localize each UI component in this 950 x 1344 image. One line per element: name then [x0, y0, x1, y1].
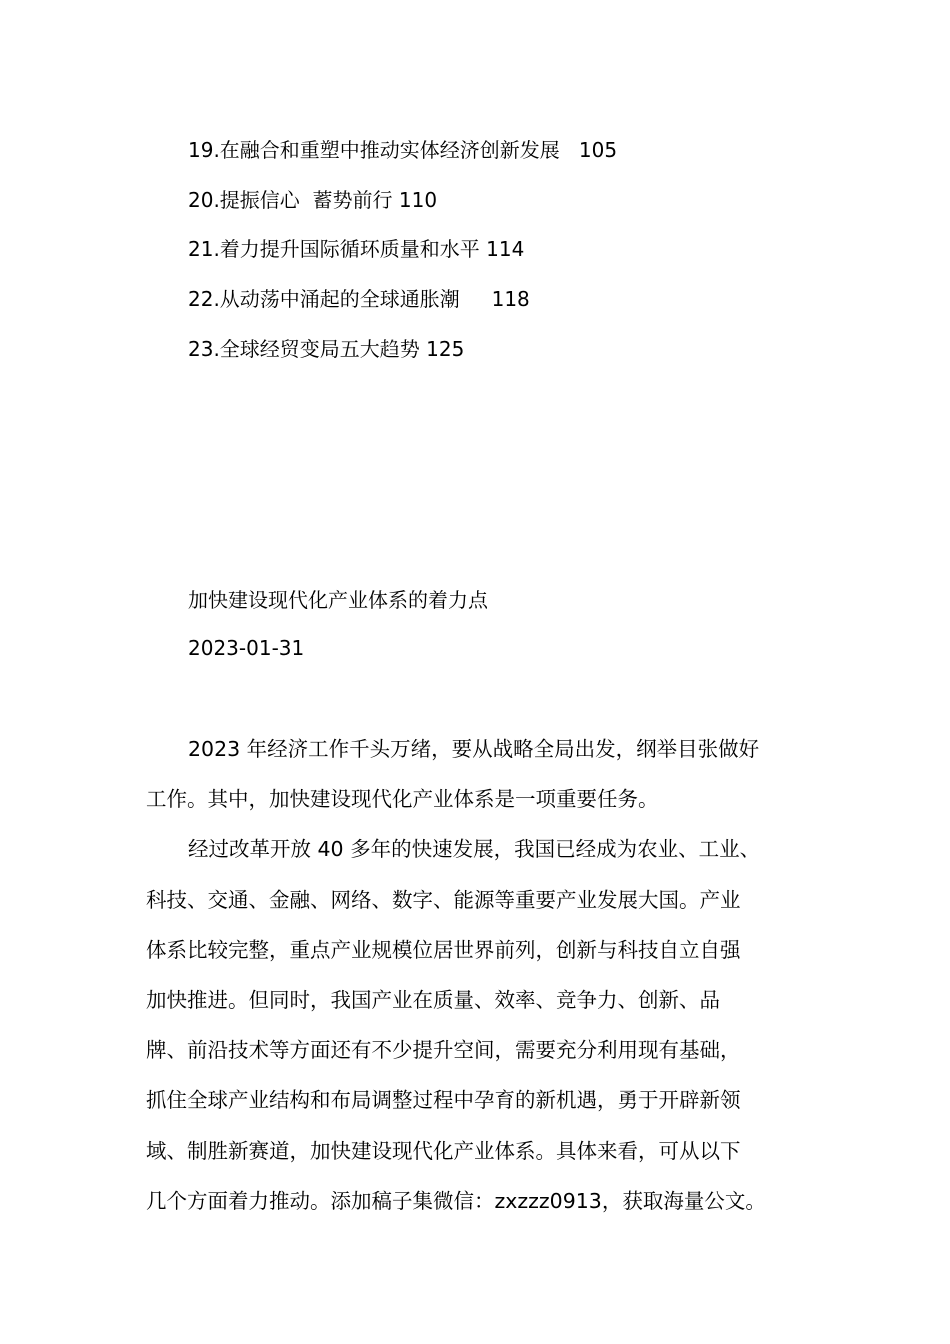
- toc-entry: 19.在融合和重塑中推动实体经济创新发展 105: [188, 138, 618, 162]
- article-date: 2023-01-31: [188, 636, 305, 660]
- paragraph-line: 经过改革开放 40 多年的快速发展，我国已经成为农业、工业、: [188, 837, 761, 862]
- article-title: 加快建设现代化产业体系的着力点: [188, 588, 488, 612]
- paragraph-line: 体系比较完整，重点产业规模位居世界前列，创新与科技自立自强: [146, 937, 741, 962]
- toc-entry: 21.着力提升国际循环质量和水平 114: [188, 237, 525, 262]
- paragraph-line: 加快推进。但同时，我国产业在质量、效率、竞争力、创新、品: [146, 987, 720, 1012]
- paragraph-line: 抓住全球产业结构和布局调整过程中孕育的新机遇，勇于开辟新领: [146, 1088, 741, 1113]
- paragraph-line: 域、制胜新赛道，加快建设现代化产业体系。具体来看，可从以下: [146, 1138, 741, 1163]
- toc-entry: 20.提振信心 蓄势前行 110: [188, 187, 438, 212]
- toc-entry: 23.全球经贸变局五大趋势 125: [188, 336, 465, 361]
- paragraph: [146, 731, 808, 831]
- paragraph-line: 科技、交通、金融、网络、数字、能源等重要产业发展大国。产业: [146, 887, 741, 912]
- table-of-contents: [188, 132, 808, 380]
- paragraph-line: 2023 年经济工作千头万绪，要从战略全局出发，纲举目张做好: [188, 737, 760, 761]
- paragraph-line: 牌、前沿技术等方面还有不少提升空间，需要充分利用现有基础，: [146, 1038, 741, 1063]
- paragraph: [146, 831, 808, 1233]
- paragraph-line: 几个方面着力推动。添加稿子集微信：zxzzz0913，获取海量公文。: [146, 1188, 766, 1213]
- toc-entry: 22.从动荡中涌起的全球通胀潮 118: [188, 287, 530, 312]
- paragraph-line: 工作。其中，加快建设现代化产业体系是一项重要任务。: [146, 787, 659, 812]
- article-body: [146, 731, 808, 1233]
